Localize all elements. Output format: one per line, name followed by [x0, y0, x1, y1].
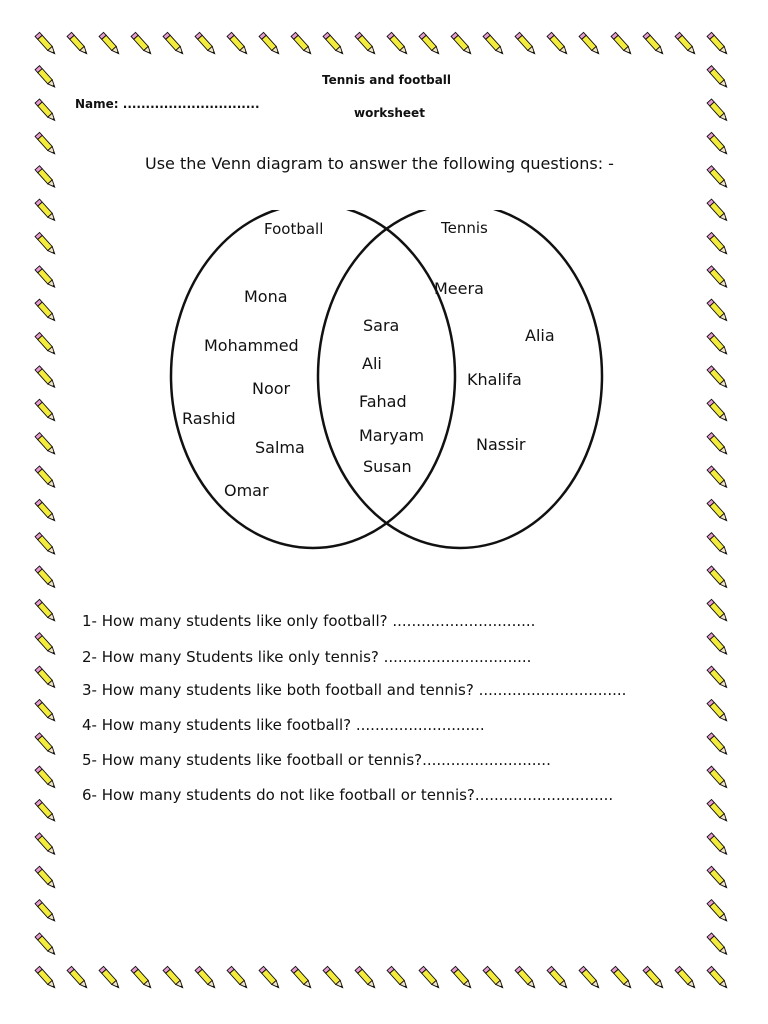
pencil-icon	[35, 633, 57, 656]
pencil-icon	[707, 333, 729, 356]
pencil-icon	[259, 32, 281, 55]
pencil-icon	[67, 32, 89, 55]
pencil-icon	[355, 966, 377, 989]
pencil-icon	[35, 299, 57, 322]
pencil-icon	[707, 466, 729, 489]
pencil-icon	[707, 699, 729, 722]
name-rashid: Rashid	[182, 409, 236, 428]
question-6: 6- How many students do not like football or tennis?.............................	[82, 786, 614, 804]
pencil-icon	[35, 599, 57, 622]
name-susan: Susan	[363, 457, 412, 476]
pencil-icon	[35, 99, 57, 122]
pencil-icon	[291, 32, 313, 55]
pencil-icon	[35, 833, 57, 856]
pencil-icon	[579, 32, 601, 55]
name-omar: Omar	[224, 481, 269, 500]
pencil-icon	[227, 966, 249, 989]
pencil-icon	[291, 966, 313, 989]
pencil-icon	[35, 199, 57, 222]
pencil-icon	[323, 966, 345, 989]
pencil-icon	[35, 533, 57, 556]
pencil-icon	[35, 666, 57, 689]
pencil-icon	[707, 433, 729, 456]
pencil-icon	[707, 66, 729, 89]
name-mohammed: Mohammed	[204, 336, 299, 355]
pencil-icon	[483, 966, 505, 989]
pencil-icon	[707, 499, 729, 522]
pencil-icon	[451, 966, 473, 989]
name-alia: Alia	[525, 326, 555, 345]
name-noor: Noor	[252, 379, 291, 398]
pencil-icon	[707, 99, 729, 122]
pencil-icon	[707, 733, 729, 756]
pencil-icon	[35, 466, 57, 489]
pencil-icon	[643, 32, 665, 55]
pencil-icon	[515, 32, 537, 55]
pencil-icon	[35, 366, 57, 389]
pencil-icon	[35, 933, 57, 956]
pencil-icon	[35, 333, 57, 356]
pencil-icon	[35, 499, 57, 522]
pencil-icon	[323, 32, 345, 55]
pencil-icon	[35, 566, 57, 589]
pencil-icon	[707, 800, 729, 823]
question-5: 5- How many students like football or tennis?...........................	[82, 751, 551, 769]
name-nassir: Nassir	[476, 435, 526, 454]
pencil-icon	[707, 866, 729, 889]
pencil-icon	[131, 32, 153, 55]
venn-diagram	[160, 210, 620, 560]
pencil-icon	[195, 966, 217, 989]
pencil-icon	[35, 166, 57, 189]
pencil-icon	[707, 599, 729, 622]
pencil-icon	[707, 766, 729, 789]
pencil-icon	[35, 433, 57, 456]
pencil-icon	[259, 966, 281, 989]
pencil-icon	[707, 32, 729, 55]
pencil-icon	[67, 966, 89, 989]
pencil-icon	[35, 733, 57, 756]
name-ali: Ali	[362, 354, 382, 373]
pencil-icon	[707, 900, 729, 923]
pencil-icon	[451, 32, 473, 55]
pencil-icon	[131, 966, 153, 989]
pencil-icon	[707, 633, 729, 656]
name-khalifa: Khalifa	[467, 370, 522, 389]
pencil-icon	[643, 966, 665, 989]
name-sara: Sara	[363, 316, 400, 335]
pencil-icon	[515, 966, 537, 989]
pencil-icon	[707, 833, 729, 856]
pencil-icon	[419, 966, 441, 989]
pencil-icon	[35, 699, 57, 722]
pencil-icon	[99, 966, 121, 989]
pencil-icon	[707, 299, 729, 322]
pencil-icon	[707, 199, 729, 222]
question-2: 2- How many Students like only tennis? ...............................	[82, 648, 532, 666]
pencil-icon	[35, 966, 57, 989]
football-circle	[171, 210, 455, 548]
worksheet-title: Tennis and football	[322, 73, 452, 87]
pencil-icon	[707, 399, 729, 422]
name-salma: Salma	[255, 438, 305, 457]
name-mona: Mona	[244, 287, 288, 306]
question-1: 1- How many students like only football? ..............................	[82, 612, 536, 630]
pencil-icon	[35, 766, 57, 789]
pencil-icon	[611, 966, 633, 989]
pencil-icon	[419, 32, 441, 55]
pencil-icon	[707, 232, 729, 255]
name-fahad: Fahad	[359, 392, 407, 411]
pencil-icon	[195, 32, 217, 55]
football-label: Football	[264, 220, 324, 238]
instruction-text: Use the Venn diagram to answer the following questions: -	[145, 154, 614, 173]
name-maryam: Maryam	[359, 426, 425, 445]
question-4: 4- How many students like football? ...........................	[82, 716, 485, 734]
pencil-icon	[35, 32, 57, 55]
pencil-icon	[707, 533, 729, 556]
pencil-icon	[707, 566, 729, 589]
pencil-icon	[355, 32, 377, 55]
pencil-icon	[675, 32, 697, 55]
pencil-icon	[35, 866, 57, 889]
pencil-icon	[35, 800, 57, 823]
pencil-icon	[163, 32, 185, 55]
pencil-icon	[547, 966, 569, 989]
pencil-icon	[707, 933, 729, 956]
pencil-icon	[387, 966, 409, 989]
tennis-label: Tennis	[441, 219, 488, 237]
tennis-circle	[318, 210, 602, 548]
pencil-icon	[387, 32, 409, 55]
pencil-icon	[35, 66, 57, 89]
pencil-icon	[483, 32, 505, 55]
pencil-icon	[707, 666, 729, 689]
pencil-icon	[35, 266, 57, 289]
name-field-label: Name: ..............................	[75, 97, 260, 111]
pencil-icon	[227, 32, 249, 55]
name-meera: Meera	[434, 279, 484, 298]
pencil-icon	[611, 32, 633, 55]
pencil-icon	[579, 966, 601, 989]
pencil-icon	[707, 966, 729, 989]
pencil-icon	[163, 966, 185, 989]
pencil-icon	[547, 32, 569, 55]
pencil-icon	[99, 32, 121, 55]
question-3: 3- How many students like both football and tennis? ...............................	[82, 681, 627, 699]
pencil-icon	[707, 266, 729, 289]
pencil-icon	[35, 232, 57, 255]
pencil-icon	[707, 366, 729, 389]
pencil-icon	[35, 900, 57, 923]
pencil-icon	[707, 166, 729, 189]
pencil-icon	[35, 132, 57, 155]
pencil-icon	[35, 399, 57, 422]
pencil-icon	[675, 966, 697, 989]
pencil-icon	[707, 132, 729, 155]
worksheet-subtitle: worksheet	[354, 106, 425, 120]
